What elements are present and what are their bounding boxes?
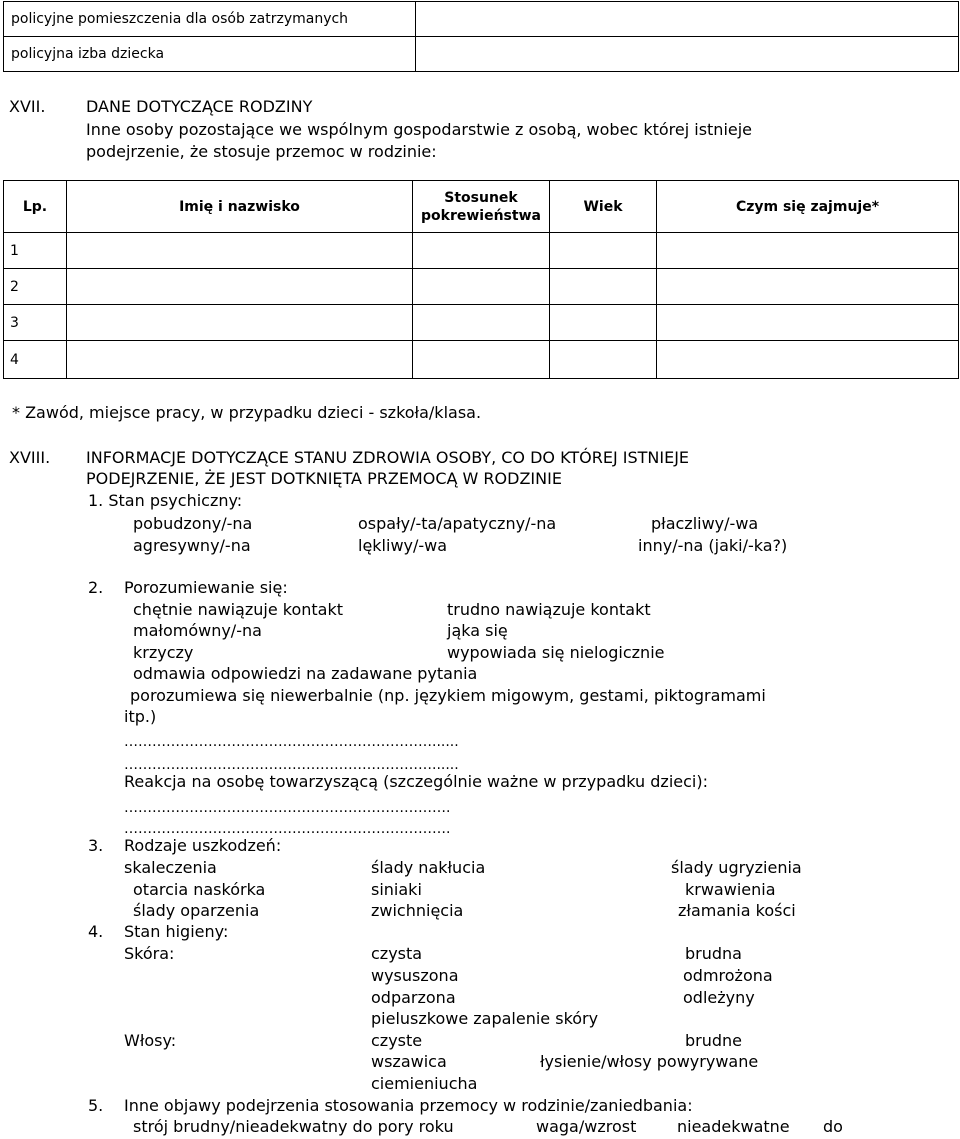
column-header	[413, 181, 550, 233]
option: strój brudny/nieadekwatny do pory roku	[133, 1117, 454, 1136]
option: złamania kości	[678, 901, 796, 920]
column-header: Lp.	[4, 181, 67, 233]
input-cell[interactable]	[413, 269, 550, 305]
item-number: 5.	[88, 1096, 104, 1115]
option: pieluszkowe zapalenie skóry	[371, 1009, 599, 1028]
item-label: 1. Stan psychiczny:	[88, 491, 243, 510]
option: agresywny/-na	[133, 536, 251, 555]
option: płaczliwy/-wa	[651, 514, 759, 533]
option: waga/wzrost	[536, 1117, 637, 1136]
option: siniaki	[371, 880, 422, 899]
column-header-line: Stosunek	[444, 189, 518, 206]
input-cell[interactable]	[550, 305, 657, 341]
row-number: 2	[4, 269, 67, 305]
item-number: 3.	[88, 836, 104, 855]
table-cell: policyjne pomieszczenia dla osób zatrzymanych	[4, 2, 416, 37]
option: jąka się	[447, 621, 508, 640]
item-label: Inne objawy podejrzenia stosowania przemocy w rodzinie/zaniedbania:	[124, 1096, 693, 1115]
option: wypowiada się nielogicznie	[447, 643, 665, 662]
row-number: 1	[4, 233, 67, 269]
option: nieadekwatne	[677, 1117, 790, 1136]
column-header: Czym się zajmuje*	[657, 181, 959, 233]
section-title: INFORMACJE DOTYCZĄCE STANU ZDROWIA OSOBY, CO DO KTÓREJ ISTNIEJE	[86, 448, 690, 467]
input-cell[interactable]	[657, 269, 959, 305]
option: zwichnięcia	[371, 901, 464, 920]
option: ciemieniucha	[371, 1074, 478, 1093]
option: chętnie nawiązuje kontakt	[133, 600, 344, 619]
item-number: 2.	[88, 578, 104, 597]
option: do	[823, 1117, 843, 1136]
section-number: XVIII.	[9, 448, 51, 467]
option: brudne	[685, 1031, 743, 1050]
option: odparzona	[371, 988, 456, 1007]
option: czyste	[371, 1031, 423, 1050]
section-description: podejrzenie, że stosuje przemoc w rodzinie:	[86, 142, 437, 161]
input-cell[interactable]	[550, 269, 657, 305]
option: lękliwy/-wa	[358, 536, 448, 555]
family-members-table	[3, 180, 959, 379]
column-header: Wiek	[550, 181, 657, 233]
detention-place-table	[3, 1, 959, 72]
option: ślady ugryzienia	[671, 858, 802, 877]
option: skaleczenia	[124, 858, 217, 877]
item-label: Rodzaje uszkodzeń:	[124, 836, 282, 855]
item-label: Stan higieny:	[124, 922, 229, 941]
option: ślady nakłucia	[371, 858, 486, 877]
option: brudna	[685, 944, 742, 963]
input-cell[interactable]	[657, 341, 959, 379]
input-cell[interactable]	[550, 233, 657, 269]
row-number: 3	[4, 305, 67, 341]
footnote: * Zawód, miejsce pracy, w przypadku dzieci - szkoła/klasa.	[12, 403, 482, 422]
input-cell[interactable]	[657, 233, 959, 269]
option: małomówny/-na	[133, 621, 262, 640]
input-cell[interactable]	[413, 305, 550, 341]
input-cell[interactable]	[550, 341, 657, 379]
option-continuation: itp.)	[124, 707, 157, 726]
section-title: PODEJRZENIE, ŻE JEST DOTKNIĘTA PRZEMOCĄ W RODZINIE	[86, 469, 562, 488]
option: krzyczy	[133, 643, 194, 662]
fill-line[interactable]: …………………………………………………………….	[124, 821, 451, 837]
option: inny/-na (jaki/-ka?)	[638, 536, 788, 555]
option: wysuszona	[371, 966, 459, 985]
hair-label: Włosy:	[124, 1031, 177, 1050]
fill-line[interactable]: …………………………………………………………….	[124, 800, 451, 816]
checkbox-cell[interactable]	[416, 37, 959, 72]
fill-line[interactable]: …………………………………………………………......	[124, 757, 459, 773]
checkbox-cell[interactable]	[416, 2, 959, 37]
input-cell[interactable]	[657, 305, 959, 341]
item-number: 4.	[88, 922, 104, 941]
section-title: DANE DOTYCZĄCE RODZINY	[86, 97, 313, 116]
option: krwawienia	[685, 880, 776, 899]
option: odmawia odpowiedzi na zadawane pytania	[133, 664, 478, 683]
section-number: XVII.	[9, 97, 46, 116]
option: odmrożona	[683, 966, 773, 985]
input-cell[interactable]	[413, 341, 550, 379]
item-label: Porozumiewanie się:	[124, 578, 288, 597]
skin-label: Skóra:	[124, 944, 175, 963]
option: ślady oparzenia	[133, 901, 260, 920]
fill-line[interactable]: …………………………………………………………......	[124, 734, 459, 750]
option: ospały/-ta/apatyczny/-na	[358, 514, 557, 533]
section-description: Inne osoby pozostające we wspólnym gospodarstwie z osobą, wobec której istnieje	[86, 120, 753, 139]
input-cell[interactable]	[413, 233, 550, 269]
table-cell: policyjna izba dziecka	[4, 37, 416, 72]
option: trudno nawiązuje kontakt	[447, 600, 651, 619]
option: czysta	[371, 944, 423, 963]
input-cell[interactable]	[67, 233, 413, 269]
option: wszawica	[371, 1052, 447, 1071]
input-cell[interactable]	[67, 269, 413, 305]
reaction-label: Reakcja na osobę towarzyszącą (szczególnie ważne w przypadku dzieci):	[124, 772, 708, 791]
column-header: Imię i nazwisko	[67, 181, 413, 233]
option: porozumiewa się niewerbalnie (np. językiem migowym, gestami, piktogramami	[130, 686, 766, 705]
option: otarcia naskórka	[133, 880, 266, 899]
option: odleżyny	[683, 988, 755, 1007]
option: pobudzony/-na	[133, 514, 253, 533]
row-number: 4	[4, 341, 67, 379]
input-cell[interactable]	[67, 305, 413, 341]
option: łysienie/włosy powyrywane	[540, 1052, 759, 1071]
column-header-line: pokrewieństwa	[421, 207, 541, 224]
input-cell[interactable]	[67, 341, 413, 379]
